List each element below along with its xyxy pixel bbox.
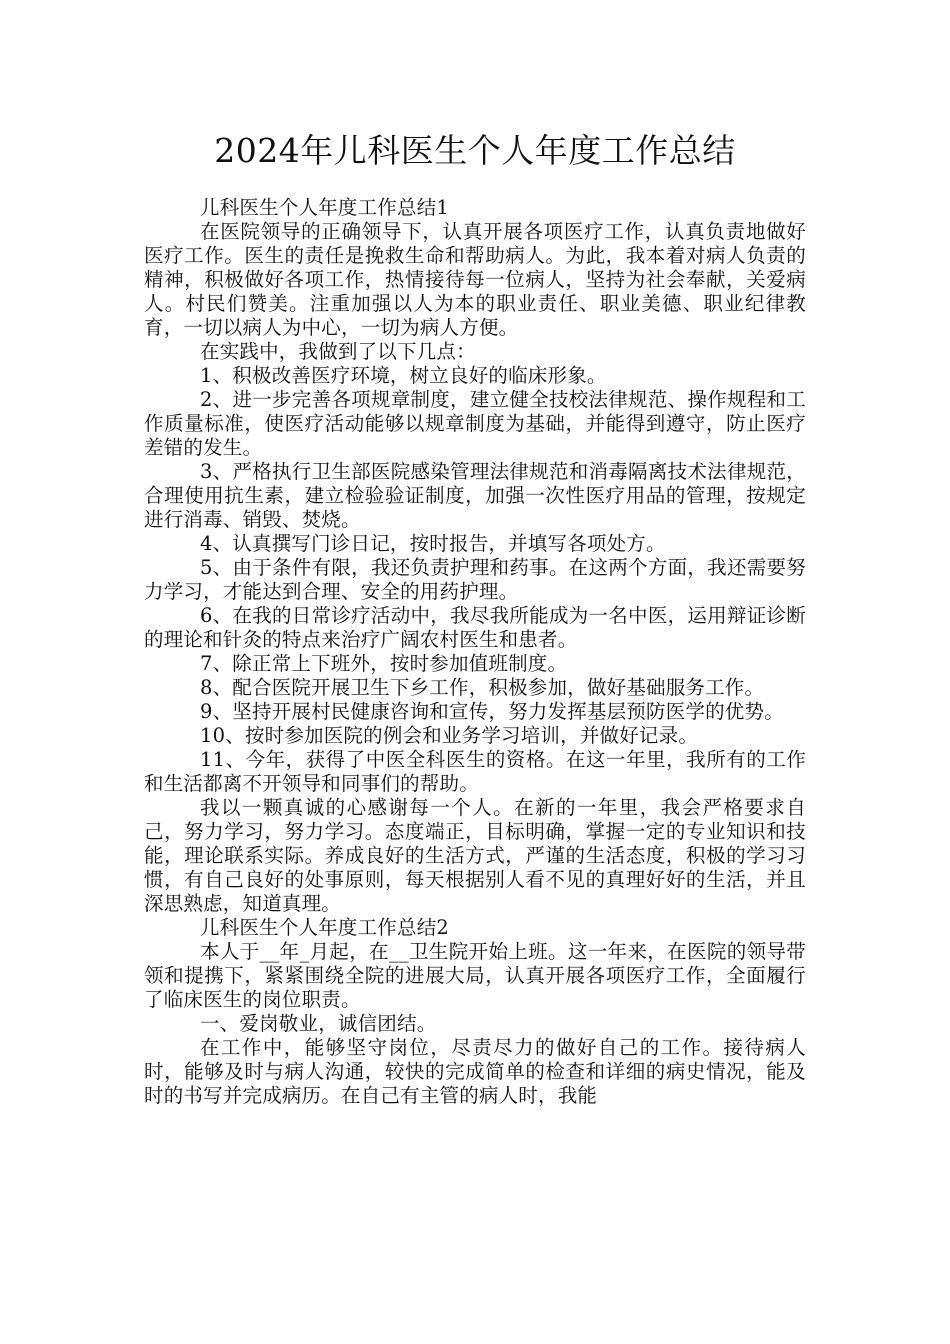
- paragraph: 本人于__年_月起，在__卫生院开始上班。这一年来，在医院的领导带领和提携下，紧紧围绕全院的进展大局，认真开展各项医疗工作，全面履行了临床医生的岗位职责。: [144, 940, 806, 1011]
- paragraph: 我以一颗真诚的心感谢每一个人。在新的一年里，我会严格要求自己，努力学习，努力学习。态度端正，目标明确，掌握一定的专业知识和技能，理论联系实际。养成良好的生活方式，严谨的生活态度，积极的学习习惯，有自己良好的处事原则，每天根据别人看不见的真理好好的生活，并且深思熟虑，知道真理。: [144, 796, 806, 915]
- list-item: 4、认真撰写门诊日记，按时报告，并填写各项处方。: [200, 532, 666, 555]
- list-item: 1、积极改善医疗环境，树立良好的临床形象。: [200, 364, 607, 387]
- list-item: 7、除正常上下班外，按时参加值班制度。: [200, 652, 568, 675]
- list-item: 9、坚持开展村民健康咨询和宣传，努力发挥基层预防医学的优势。: [200, 700, 784, 723]
- document-title: 2024年儿科医生个人年度工作总结: [214, 131, 736, 170]
- list-item: 6、在我的日常诊疗活动中，我尽我所能成为一名中医，运用辩证诊断的理论和针灸的特点来治疗广阔农村医生和患者。: [144, 604, 806, 651]
- list-item: 5、由于条件有限，我还负责护理和药事。在这两个方面，我还需要努力学习，才能达到合理、安全的用药护理。: [144, 556, 806, 603]
- list-item: 2、进一步完善各项规章制度，建立健全技校法律规范、操作规程和工作质量标准，使医疗活动能够以规章制度为基础，并能得到遵守，防止医疗差错的发生。: [144, 388, 806, 459]
- paragraph: 在实践中，我做到了以下几点：: [200, 340, 476, 363]
- subsection-heading: 一、爱岗敬业，诚信团结。: [200, 1012, 437, 1035]
- list-item: 3、严格执行卫生部医院感染管理法律规范和消毒隔离技术法律规范，合理使用抗生素，建立检验验证制度，加强一次性医疗用品的管理，按规定进行消毒、销毁、焚烧。: [144, 460, 806, 531]
- paragraph: 在工作中，能够坚守岗位，尽责尽力的做好自己的工作。接待病人时，能够及时与病人沟通，较快的完成简单的检查和详细的病史情况，能及时的书写并完成病历。在自己有主管的病人时，我能: [144, 1036, 806, 1107]
- section-heading-2: 儿科医生个人年度工作总结2: [200, 916, 450, 939]
- list-item: 10、按时参加医院的例会和业务学习培训，并做好记录。: [200, 724, 699, 747]
- list-item: 11、今年，获得了中医全科医生的资格。在这一年里，我所有的工作和生活都离不开领导和同事们的帮助。: [144, 748, 806, 795]
- document-body: [144, 196, 806, 1108]
- list-item: 8、配合医院开展卫生下乡工作，积极参加，做好基础服务工作。: [200, 676, 765, 699]
- paragraph: 在医院领导的正确领导下，认真开展各项医疗工作，认真负责地做好医疗工作。医生的责任是挽救生命和帮助病人。为此，我本着对病人负责的精神，积极做好各项工作，热情接待每一位病人，坚持为社会奉献，关爱病人。村民们赞美。注重加强以人为本的职业责任、职业美德、职业纪律教育，一切以病人为中心，一切为病人方便。: [144, 220, 806, 339]
- document-page: [144, 128, 806, 1108]
- section-heading-1: 儿科医生个人年度工作总结1: [200, 196, 450, 219]
